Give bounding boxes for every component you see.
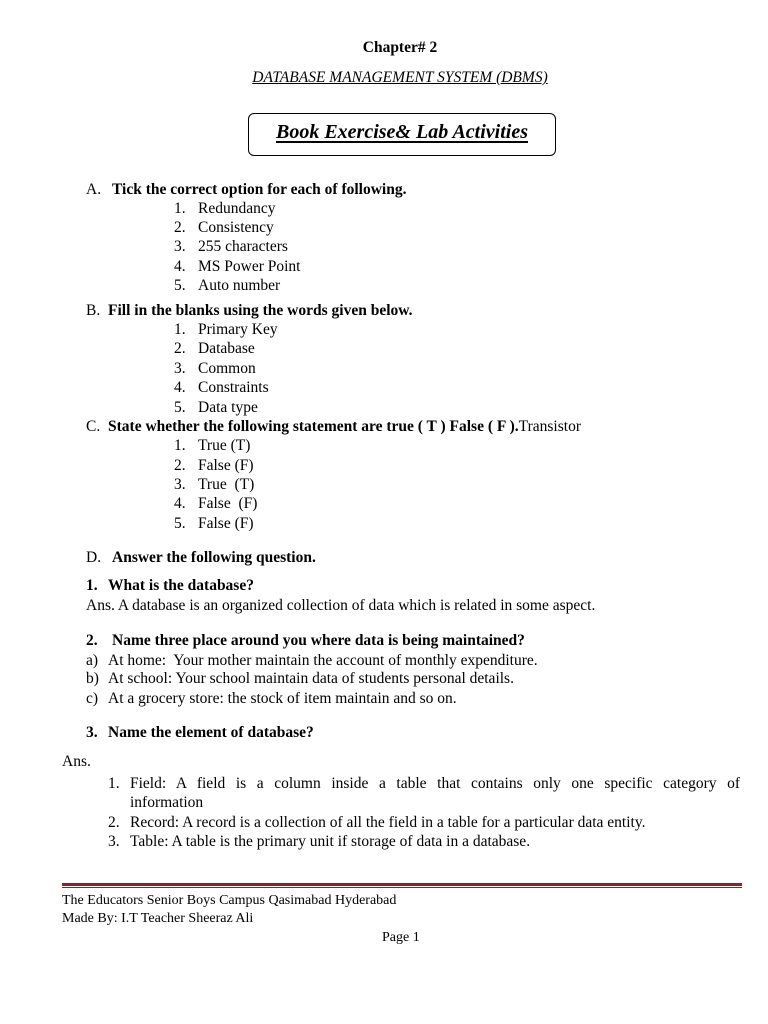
footer-school: The Educators Senior Boys Campus Qasimabad Hyderabad xyxy=(62,893,397,908)
question: What is the database? xyxy=(108,577,254,594)
section-c-title-line xyxy=(108,417,581,437)
list-item-number: 4. xyxy=(174,258,186,275)
list-item: Redundancy xyxy=(198,200,276,217)
answer-letter: a) xyxy=(86,652,99,669)
list-item: Data type xyxy=(198,399,258,416)
chapter-subtitle: DATABASE MANAGEMENT SYSTEM (DBMS) xyxy=(252,69,548,86)
list-item: Field: A field is a column inside a table that contains only one specific category of xyxy=(130,775,740,792)
list-item-number: 2. xyxy=(174,340,186,357)
answer: At a grocery store: the stock of item maintain and so on. xyxy=(108,690,457,707)
section-b-title: Fill in the blanks using the words given below. xyxy=(108,302,413,319)
footer-rule-thin xyxy=(62,887,742,888)
list-item: MS Power Point xyxy=(198,258,301,275)
section-d-letter: D. xyxy=(86,549,102,566)
list-item: Primary Key xyxy=(198,321,278,338)
question-number: 1. xyxy=(86,577,98,594)
list-item: False (F) xyxy=(198,457,254,474)
question-number: 2. xyxy=(86,632,98,649)
section-a-letter: A. xyxy=(86,181,102,198)
list-item-number: 5. xyxy=(174,277,186,294)
list-item-number: 2. xyxy=(174,219,186,236)
list-item-number: 2. xyxy=(108,814,120,831)
section-d-title: Answer the following question. xyxy=(112,549,316,566)
list-item: Table: A table is the primary unit if storage of data in a database. xyxy=(130,833,531,850)
list-item-number: 1. xyxy=(174,200,186,217)
list-item-number: 1. xyxy=(174,437,186,454)
list-item-number: 3. xyxy=(174,360,186,377)
list-item-continuation: information xyxy=(130,794,204,811)
list-item-number: 3. xyxy=(108,833,120,850)
question-number: 3. xyxy=(86,724,98,741)
list-item-number: 5. xyxy=(174,399,186,416)
list-item: Auto number xyxy=(198,277,281,294)
section-c-title: State whether the following statement are true ( T ) False ( F ). xyxy=(108,418,519,435)
section-title: Book Exercise& Lab Activities xyxy=(275,121,528,143)
list-item: True (T) xyxy=(198,437,251,454)
list-item: True (T) xyxy=(198,476,255,493)
list-item: Record: A record is a collection of all the field in a table for a particular data entity. xyxy=(130,814,646,831)
answer: At school: Your school maintain data of students personal details. xyxy=(108,670,514,687)
answer-letter: c) xyxy=(86,690,99,707)
list-item-number: 2. xyxy=(174,457,186,474)
question: Name three place around you where data is being maintained? xyxy=(112,632,525,649)
answer: At home: Your mother maintain the account of monthly expenditure. xyxy=(108,652,538,669)
question: Name the element of database? xyxy=(108,724,314,741)
list-item-number: 3. xyxy=(174,476,186,493)
list-item: Constraints xyxy=(198,379,269,396)
list-item: 255 characters xyxy=(198,238,288,255)
section-title-box xyxy=(248,113,556,156)
section-c-title-suffix: Transistor xyxy=(518,418,581,435)
section-a-title: Tick the correct option for each of following. xyxy=(112,181,407,198)
list-item-number: 3. xyxy=(174,238,186,255)
answer-letter: b) xyxy=(86,670,99,687)
list-item: False (F) xyxy=(198,495,258,512)
section-c-letter: C. xyxy=(86,418,101,435)
list-item-number: 1. xyxy=(174,321,186,338)
list-item: Database xyxy=(198,340,255,357)
chapter-heading: Chapter# 2 xyxy=(362,39,438,56)
list-item: Consistency xyxy=(198,219,274,236)
list-item-number: 1. xyxy=(108,775,120,792)
answer: Ans. A database is an organized collection of data which is related in some aspect. xyxy=(86,597,596,614)
list-item: False (F) xyxy=(198,515,254,532)
footer-author: Made By: I.T Teacher Sheeraz Ali xyxy=(62,911,254,926)
page-number: Page 1 xyxy=(382,930,420,945)
section-b-letter: B. xyxy=(86,302,101,319)
list-item-number: 4. xyxy=(174,495,186,512)
answer-label: Ans. xyxy=(62,753,91,770)
list-item: Common xyxy=(198,360,256,377)
footer-rule xyxy=(62,883,742,886)
list-item-number: 5. xyxy=(174,515,186,532)
list-item-number: 4. xyxy=(174,379,186,396)
